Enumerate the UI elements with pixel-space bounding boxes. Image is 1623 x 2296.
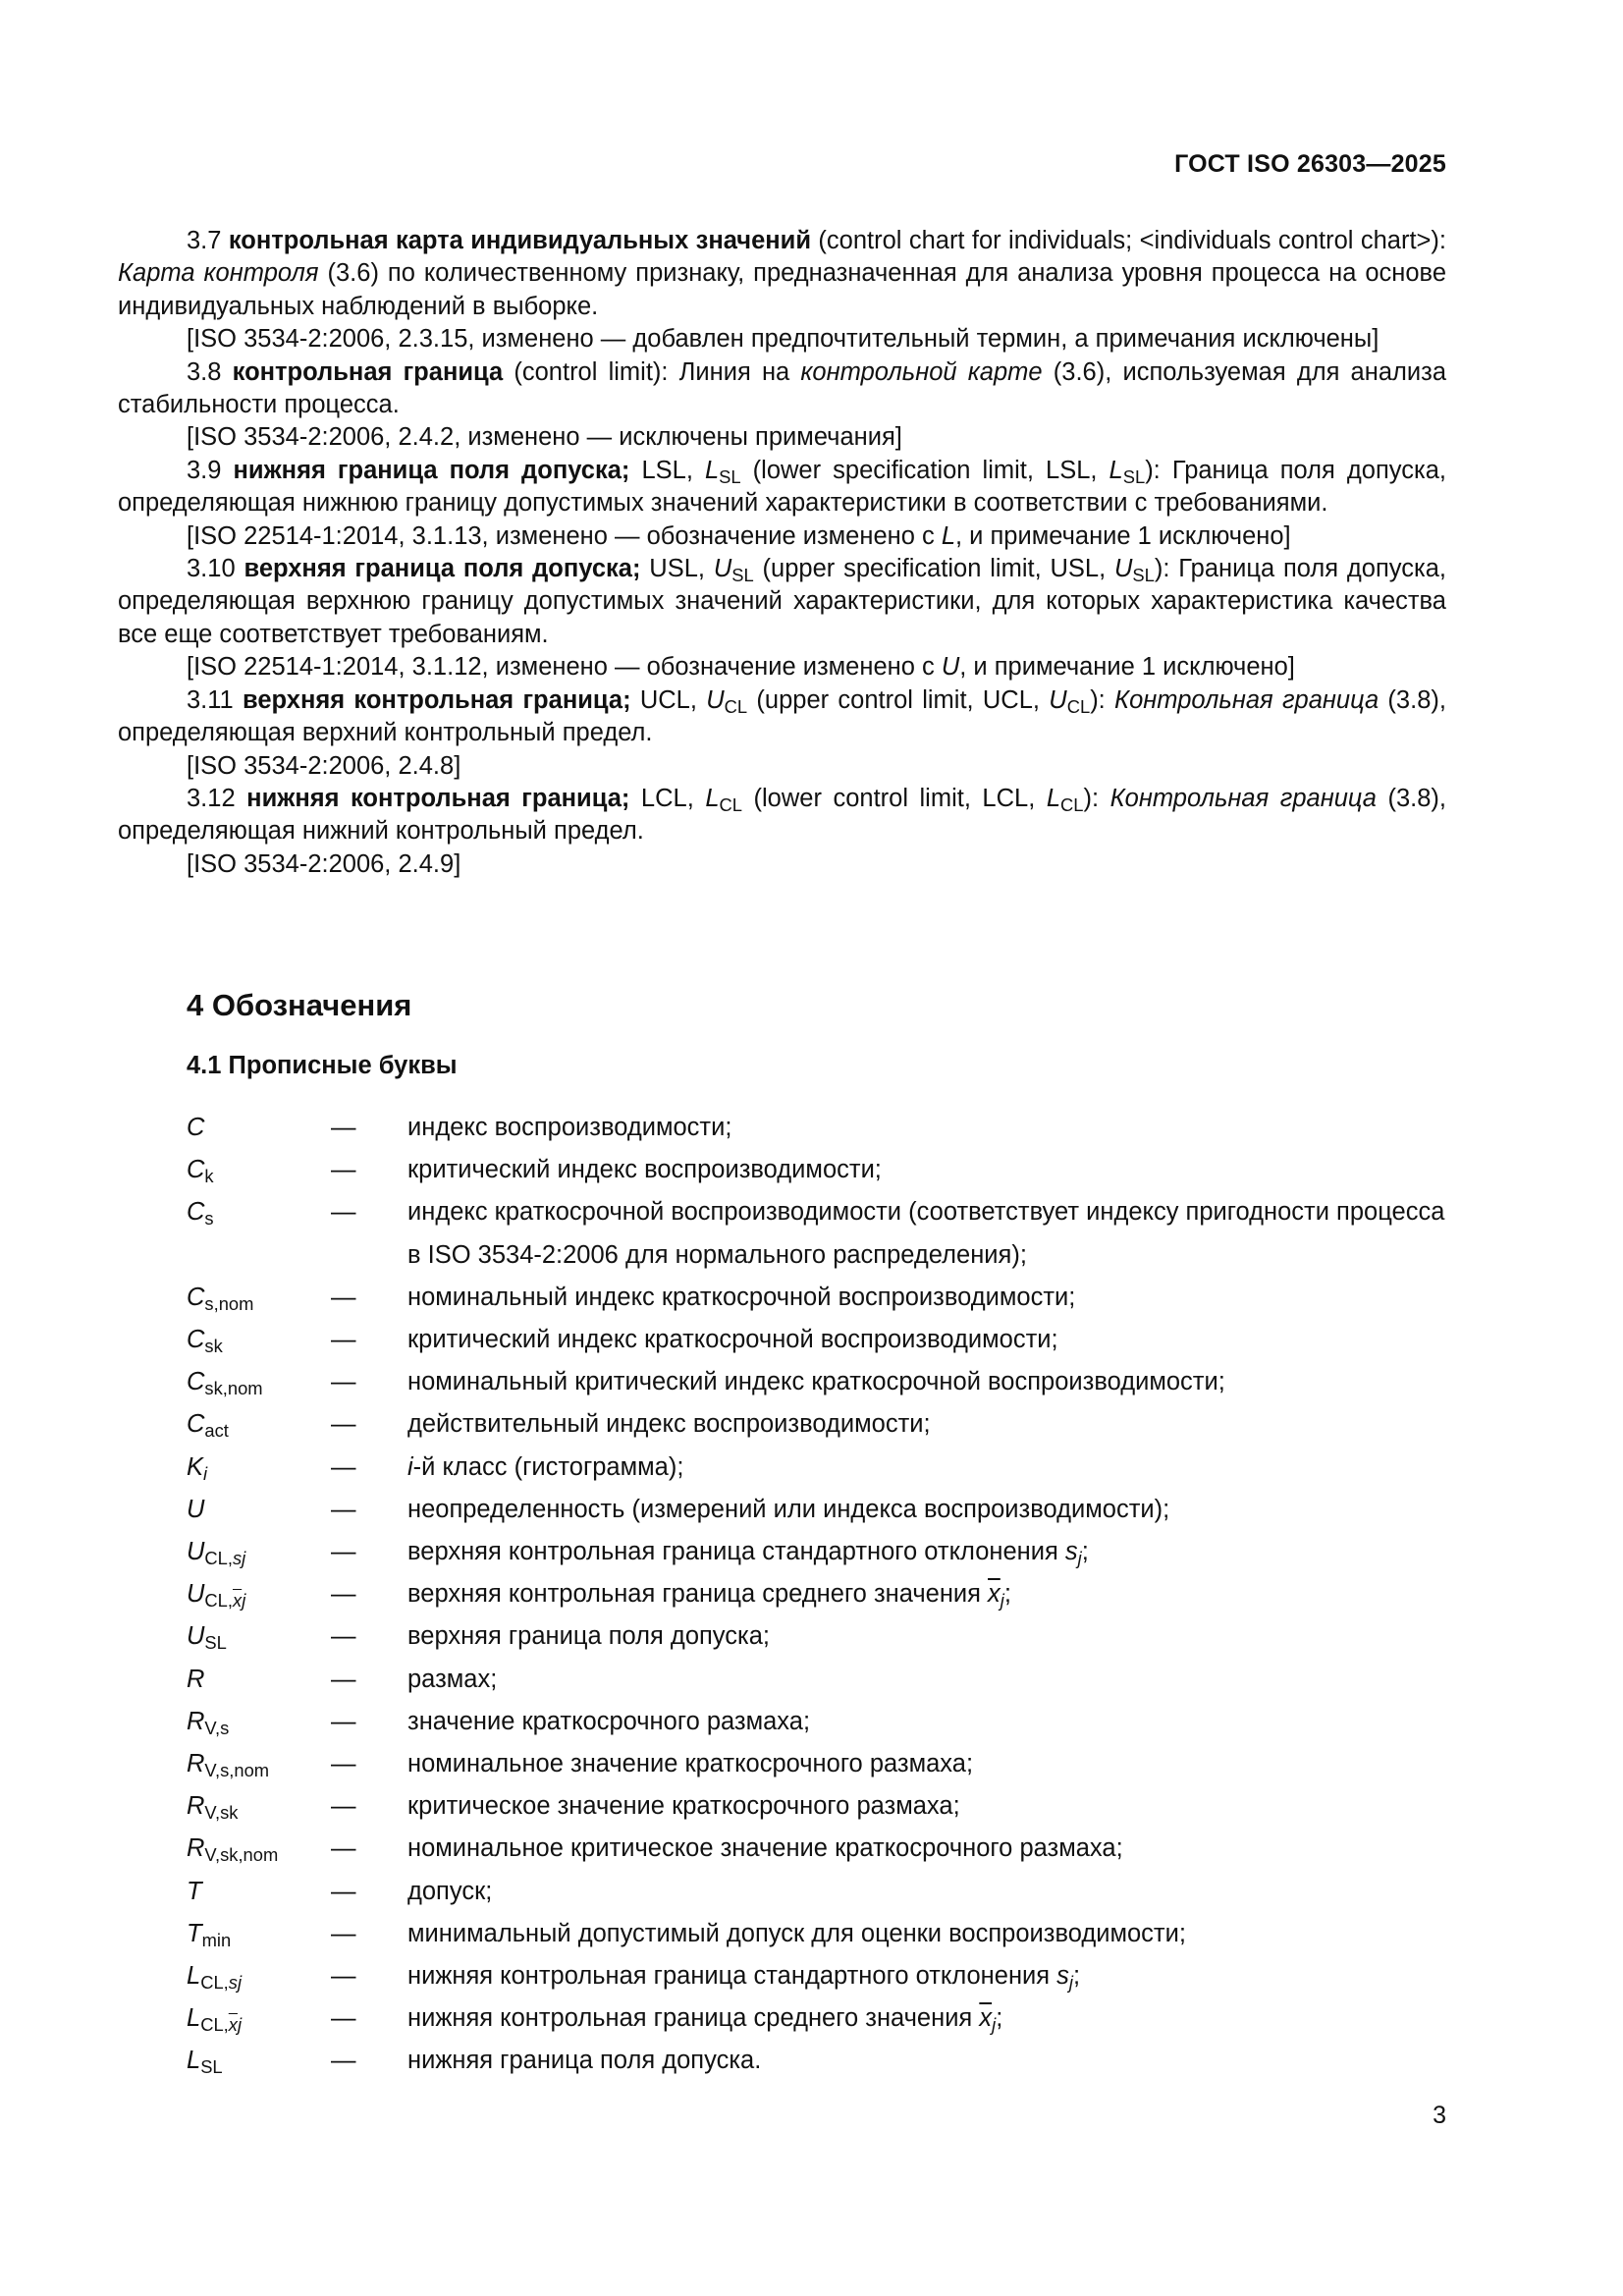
symbol: $C_{sk}$: [187, 1326, 223, 1357]
dash: —: [331, 1580, 356, 1609]
symbol: $U_{CL,\overline{x}j}$: [187, 1580, 246, 1612]
term-3-12: 3.12 нижняя контрольная граница; LCL, $L_{CL}$ (lower control limit, LCL, $L_{CL}$): Контрольная граница (3.8), определяющая нижний контрольный предел.: [118, 784, 1447, 846]
term-3-7: 3.7 контрольная карта индивидуальных значений (control chart for individuals; <individuals control chart>): Карта контроля (3.6) по количественному признаку, предназначенная для анализа уровня процесса на основе индивидуальных наблюдений в выборке.: [118, 227, 1447, 320]
term-name: контрольная карта индивидуальных значений: [228, 227, 812, 254]
symbol-description: критический индекс краткосрочной воспроизводимости;: [407, 1326, 1058, 1354]
symbol-row: [187, 1149, 1446, 1191]
symbol: $U_{CL,sj}$: [187, 1538, 246, 1569]
symbol-description: допуск;: [407, 1877, 493, 1905]
symbol-description: нижняя контрольная граница стандартного отклонения $s_j$;: [407, 1962, 1081, 1994]
dash: —: [331, 1368, 356, 1396]
term-source: [ISO 22514-1:2014, 3.1.13, изменено — обозначение изменено с L, и примечание 1 исключено]: [187, 521, 1291, 550]
dash: —: [331, 1156, 356, 1184]
symbol: $C_{act}$: [187, 1410, 229, 1442]
dash: —: [331, 1962, 356, 1991]
symbol-row: [187, 1871, 1446, 1913]
symbol: $L_{SL}$: [187, 2047, 223, 2078]
symbol: $L_{CL,\overline{x}j}$: [187, 2004, 243, 2036]
symbol-description: критическое значение краткосрочного размаха;: [407, 1792, 960, 1821]
symbol-row: [187, 1319, 1446, 1361]
dash: —: [331, 1326, 356, 1354]
symbol-description: критический индекс воспроизводимости;: [407, 1156, 882, 1184]
symbol-row: [187, 1361, 1446, 1403]
symbol-description: верхняя граница поля допуска;: [407, 1622, 771, 1651]
symbol: $R_{V,sk,nom}$: [187, 1834, 279, 1866]
term-name: верхняя граница поля допуска;: [243, 555, 641, 583]
symbol-row: [187, 1701, 1446, 1743]
symbol-row: [187, 1997, 1446, 2040]
dash: —: [331, 1665, 356, 1693]
symbol-description: номинальный индекс краткосрочной воспроизводимости;: [407, 1283, 1076, 1311]
symbol-row: [187, 1447, 1446, 1489]
term-name: контрольная граница: [232, 357, 504, 386]
symbol-description: размах;: [407, 1665, 498, 1693]
symbol-row: [187, 2040, 1446, 2082]
symbol-row: [187, 1107, 1446, 1149]
symbol-description: i-й класс (гистограмма);: [407, 1452, 684, 1481]
dash: —: [331, 1452, 356, 1481]
term-3-11: 3.11 верхняя контрольная граница; UCL, $U_{CL}$ (upper control limit, UCL, $U_{CL}$): Контрольная граница (3.8), определяющая верхний контрольный предел.: [118, 685, 1446, 747]
symbol-row: [187, 1785, 1446, 1828]
symbol-row: [187, 1191, 1446, 1276]
symbol-description: минимальный допустимый допуск для оценки воспроизводимости;: [407, 1919, 1186, 1947]
symbol: T: [187, 1877, 202, 1905]
symbol: $K_i$: [187, 1452, 208, 1484]
symbol-description: индекс воспроизводимости;: [407, 1114, 732, 1141]
symbol-row: [187, 1403, 1446, 1446]
symbol-row: [187, 1659, 1446, 1701]
symbol: $C_{s,nom}$: [187, 1283, 254, 1314]
symbol-description: неопределенность (измерений или индекса воспроизводимости);: [407, 1495, 1170, 1523]
symbol-row: [187, 1531, 1446, 1573]
symbol-description: верхняя контрольная граница среднего значения $\overline{x}_j$;: [407, 1580, 1011, 1612]
symbol: $R_{V,sk}$: [187, 1792, 239, 1824]
term-source: [ISO 3534-2:2006, 2.4.9]: [187, 849, 461, 878]
dash: —: [331, 1538, 356, 1566]
dash: —: [331, 2047, 356, 2075]
term-3-8: 3.8 контрольная граница (control limit): Линия на контрольной карте (3.6), используемая для анализа стабильности процесса.: [118, 357, 1446, 419]
symbol-description: номинальное критическое значение краткосрочного размаха;: [407, 1834, 1123, 1863]
term-name: верхняя контрольная граница;: [243, 685, 631, 714]
term-name: нижняя контрольная граница;: [246, 784, 630, 812]
dash: —: [331, 1877, 356, 1905]
terms-section: [118, 225, 1446, 881]
symbol-row: [187, 1913, 1446, 1955]
subsection-title: 4.1 Прописные буквы: [187, 1052, 458, 1079]
dash: —: [331, 1622, 356, 1651]
symbol: $U_{SL}$: [187, 1622, 227, 1654]
dash: —: [331, 1919, 356, 1947]
symbol-description: нижняя контрольная граница среднего значения $\overline{x}_j$;: [407, 2004, 1003, 2036]
term-3-10: 3.10 верхняя граница поля допуска; USL, $U_{SL}$ (upper specification limit, USL, $U_{SL}$): Граница поля допуска, определяющая верхнюю границу допустимых значений характеристики, для которых характеристика качества все еще соответствует требованиям.: [118, 555, 1446, 648]
dash: —: [331, 1792, 356, 1821]
dash: —: [331, 1750, 356, 1778]
symbol: C: [187, 1114, 205, 1141]
symbol-description: номинальный критический индекс краткосрочной воспроизводимости;: [407, 1368, 1225, 1396]
symbol: $C_k$: [187, 1156, 214, 1187]
dash: —: [331, 1834, 356, 1863]
section-title: 4 Обозначения: [187, 988, 412, 1022]
symbol: $R_{V,s}$: [187, 1707, 230, 1738]
symbol-description: индекс краткосрочной воспроизводимости (соответствует индексу пригодности процесса в ISO 3534-2:2006 для нормального распределения);: [407, 1198, 1445, 1269]
symbol: $R_{V,s,nom}$: [187, 1750, 270, 1781]
symbol-description: номинальное значение краткосрочного размаха;: [407, 1750, 974, 1778]
symbol-row: [187, 1743, 1446, 1785]
term-3-9: 3.9 нижняя граница поля допуска; LSL, $L_{SL}$ (lower specification limit, LSL, $L_{SL}$): Граница поля допуска, определяющая нижнюю границу допустимых значений характеристики в соответствии с требованиями.: [118, 456, 1446, 518]
document-code: ГОСТ ISO 26303—2025: [1174, 150, 1446, 178]
term-source: [ISO 3534-2:2006, 2.4.2, изменено — исключены примечания]: [187, 423, 902, 452]
term-source: [ISO 22514-1:2014, 3.1.12, изменено — обозначение изменено с U, и примечание 1 исключено]: [187, 653, 1295, 682]
dash: —: [331, 1198, 356, 1227]
dash: —: [331, 1114, 356, 1141]
page-number: 3: [1433, 2102, 1446, 2129]
dash: —: [331, 1283, 356, 1311]
symbol-row: [187, 1615, 1446, 1658]
dash: —: [331, 2004, 356, 2033]
symbol: $L_{CL,sj}$: [187, 1962, 243, 1994]
term-source: [ISO 3534-2:2006, 2.4.8]: [187, 751, 461, 780]
symbol-description: действительный индекс воспроизводимости;: [407, 1410, 931, 1439]
symbol-row: [187, 1489, 1446, 1531]
symbol-row: [187, 1955, 1446, 1997]
symbol: $C_{sk,nom}$: [187, 1368, 263, 1399]
symbol: $T_{min}$: [187, 1919, 232, 1950]
term-source: [ISO 3534-2:2006, 2.3.15, изменено — добавлен предпочтительный термин, а примечания исключены]: [187, 325, 1380, 354]
symbol-row: [187, 1828, 1446, 1870]
term-name: нижняя граница поля допуска;: [233, 456, 630, 484]
symbol-description: верхняя контрольная граница стандартного отклонения $s_j$;: [407, 1538, 1089, 1569]
symbol-row: [187, 1573, 1446, 1615]
dash: —: [331, 1707, 356, 1735]
dash: —: [331, 1495, 356, 1523]
dash: —: [331, 1410, 356, 1439]
symbol-description: нижняя граница поля допуска.: [407, 2047, 762, 2075]
symbol-description: значение краткосрочного размаха;: [407, 1707, 811, 1735]
symbols-list: [187, 1107, 1446, 2083]
symbol: $C_s$: [187, 1198, 214, 1230]
symbol: U: [187, 1495, 205, 1523]
symbol: R: [187, 1665, 205, 1693]
symbol-row: [187, 1277, 1446, 1319]
